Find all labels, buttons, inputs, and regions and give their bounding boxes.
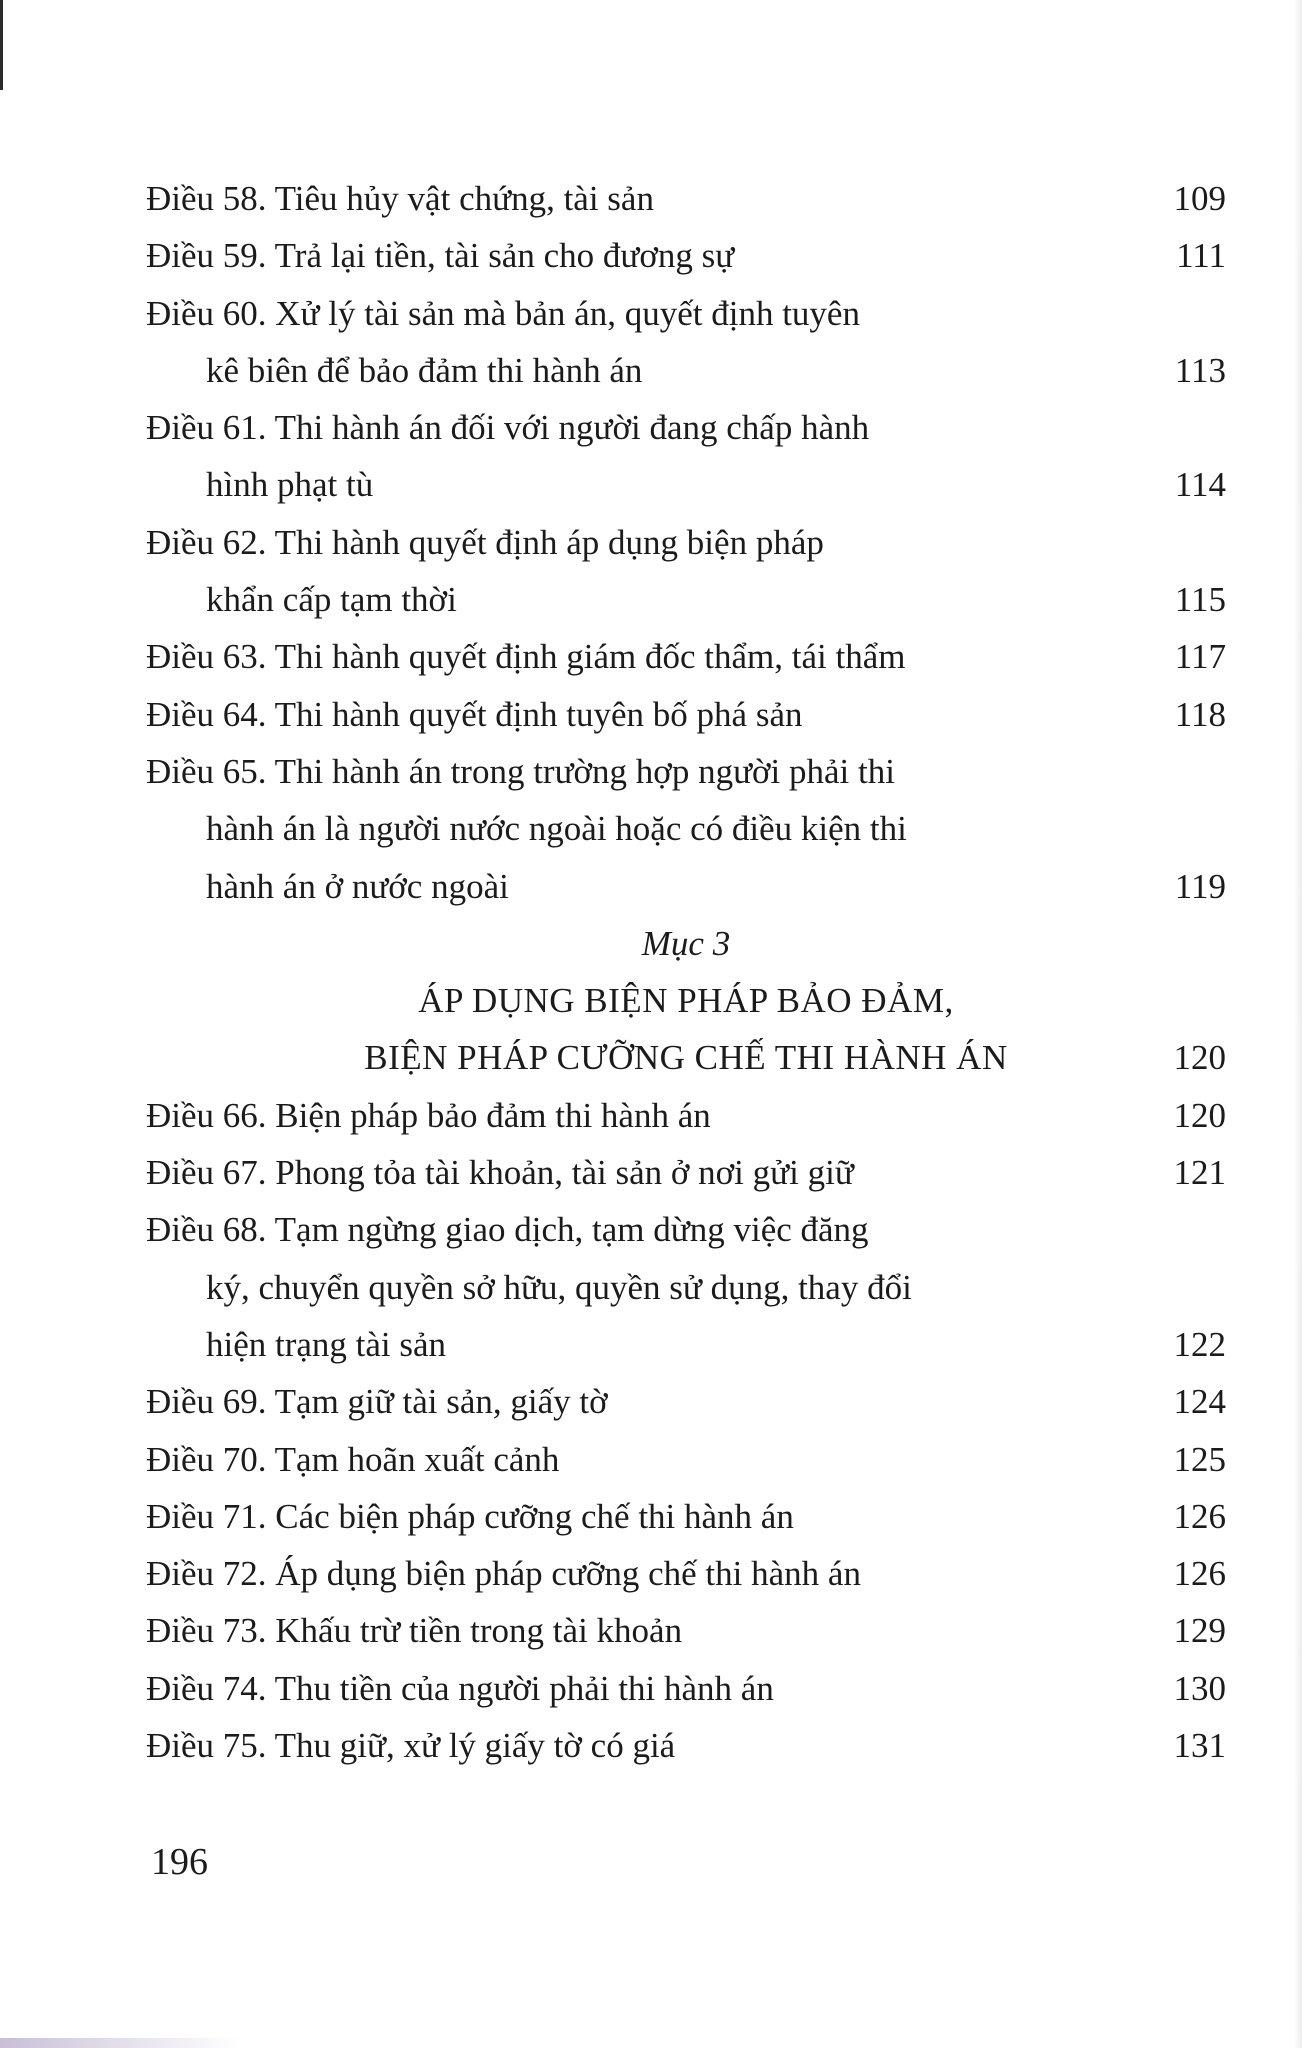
page-number: 196 (151, 1841, 208, 1883)
toc-entry-page-number: 113 (1174, 350, 1226, 390)
toc-entry-line (146, 399, 1226, 456)
toc-entry-page-number: 117 (1174, 637, 1226, 677)
toc-entry-line (146, 1316, 1226, 1373)
toc-entry-title: Điều 64. Thi hành quyết định tuyên bố phá sản (146, 694, 803, 734)
toc-entry-line (146, 342, 1226, 399)
toc-entry-line (146, 1144, 1226, 1201)
toc-entry-continuation: khẩn cấp tạm thời (206, 580, 457, 620)
toc-entry-page-number: 125 (1173, 1439, 1226, 1479)
toc-entry-line (146, 1545, 1226, 1602)
toc-entry-line (146, 743, 1226, 800)
section-page-number: 120 (1173, 1038, 1226, 1078)
toc-entry-page-number: 122 (1173, 1324, 1226, 1364)
toc-entry-title: Điều 67. Phong tỏa tài khoản, tài sản ở nơi gửi giữ (146, 1153, 854, 1193)
toc-entry-title: Điều 70. Tạm hoãn xuất cảnh (146, 1439, 560, 1479)
toc-entry-title: Điều 62. Thi hành quyết định áp dụng biện pháp (146, 522, 824, 562)
toc-entry-page-number: 131 (1173, 1726, 1226, 1766)
toc-entry-line (146, 456, 1226, 513)
toc-entry-line (146, 800, 1226, 857)
toc-entry-title: Điều 72. Áp dụng biện pháp cưỡng chế thi hành án (146, 1554, 861, 1594)
toc-entry-title: Điều 58. Tiêu hủy vật chứng, tài sản (146, 179, 654, 218)
toc-entry-page-number: 120 (1173, 1095, 1226, 1135)
toc-entry-page-number: 118 (1174, 694, 1226, 734)
section-title-line-1: ÁP DỤNG BIỆN PHÁP BẢO ĐẢM, (418, 981, 954, 1021)
toc-entry-title: Điều 60. Xử lý tài sản mà bản án, quyết định tuyên (146, 293, 860, 333)
section-title-row-2 (146, 1029, 1226, 1086)
toc-entry-title: Điều 61. Thi hành án đối với người đang chấp hành (146, 408, 870, 448)
toc-group-b (146, 1087, 1226, 1775)
page-edge-right (1294, 0, 1302, 2048)
toc-group-a (146, 170, 1226, 915)
toc-entry-line (146, 227, 1226, 284)
toc-entry-title: Điều 63. Thi hành quyết định giám đốc thẩm, tái thẩm (146, 637, 906, 677)
table-of-contents (146, 170, 1226, 1774)
toc-entry-line (146, 1431, 1226, 1488)
toc-entry-page-number: 109 (1173, 179, 1226, 218)
toc-entry-page-number: 130 (1173, 1668, 1226, 1708)
toc-entry-title: Điều 66. Biện pháp bảo đảm thi hành án (146, 1095, 711, 1135)
toc-entry-line (146, 1259, 1226, 1316)
toc-entry-line (146, 1717, 1226, 1774)
toc-entry-page-number: 119 (1174, 866, 1226, 906)
section-label-row (146, 915, 1226, 972)
toc-entry-line (146, 170, 1226, 227)
page-edge-left (0, 0, 3, 90)
toc-entry-line (146, 571, 1226, 628)
page-edge-bottom (0, 2038, 240, 2048)
toc-entry-line (146, 1087, 1226, 1144)
toc-entry-continuation: hành án là người nước ngoài hoặc có điều kiện thi (206, 809, 907, 849)
toc-entry-title: Điều 71. Các biện pháp cưỡng chế thi hành án (146, 1496, 794, 1536)
toc-entry-title: Điều 75. Thu giữ, xử lý giấy tờ có giá (146, 1726, 676, 1766)
toc-entry-continuation: hành án ở nước ngoài (206, 866, 509, 906)
toc-entry-continuation: hiện trạng tài sản (206, 1324, 447, 1364)
toc-entry-continuation: hình phạt tù (206, 465, 374, 505)
toc-entry-line (146, 858, 1226, 915)
toc-entry-continuation: ký, chuyển quyền sở hữu, quyền sử dụng, thay đổi (206, 1267, 912, 1307)
toc-entry-page-number: 126 (1173, 1554, 1226, 1594)
toc-entry-line (146, 628, 1226, 685)
toc-entry-line (146, 514, 1226, 571)
section-title-row-1 (146, 972, 1226, 1029)
toc-entry-continuation: kê biên để bảo đảm thi hành án (206, 350, 643, 390)
toc-entry-title: Điều 73. Khấu trừ tiền trong tài khoản (146, 1611, 683, 1651)
toc-entry-line (146, 1488, 1226, 1545)
toc-entry-line (146, 285, 1226, 342)
toc-entry-line (146, 1660, 1226, 1717)
toc-entry-page-number: 129 (1173, 1611, 1226, 1651)
toc-entry-page-number: 115 (1174, 580, 1226, 620)
toc-entry-page-number: 111 (1176, 236, 1226, 276)
toc-entry-line (146, 1602, 1226, 1659)
toc-entry-line (146, 1201, 1226, 1258)
toc-entry-page-number: 126 (1173, 1496, 1226, 1536)
toc-entry-title: Điều 69. Tạm giữ tài sản, giấy tờ (146, 1382, 608, 1422)
toc-entry-title: Điều 74. Thu tiền của người phải thi hành án (146, 1668, 774, 1708)
toc-entry-line (146, 686, 1226, 743)
toc-entry-page-number: 121 (1173, 1153, 1226, 1193)
toc-entry-line (146, 1373, 1226, 1430)
section-label: Mục 3 (641, 923, 731, 963)
toc-entry-title: Điều 68. Tạm ngừng giao dịch, tạm dừng việc đăng (146, 1210, 869, 1250)
section-title-line-2: BIỆN PHÁP CƯỠNG CHẾ THI HÀNH ÁN (364, 1038, 1008, 1078)
toc-entry-title: Điều 59. Trả lại tiền, tài sản cho đương sự (146, 236, 735, 276)
toc-entry-title: Điều 65. Thi hành án trong trường hợp người phải thi (146, 751, 895, 791)
toc-entry-page-number: 124 (1173, 1382, 1226, 1422)
toc-entry-page-number: 114 (1174, 465, 1226, 505)
